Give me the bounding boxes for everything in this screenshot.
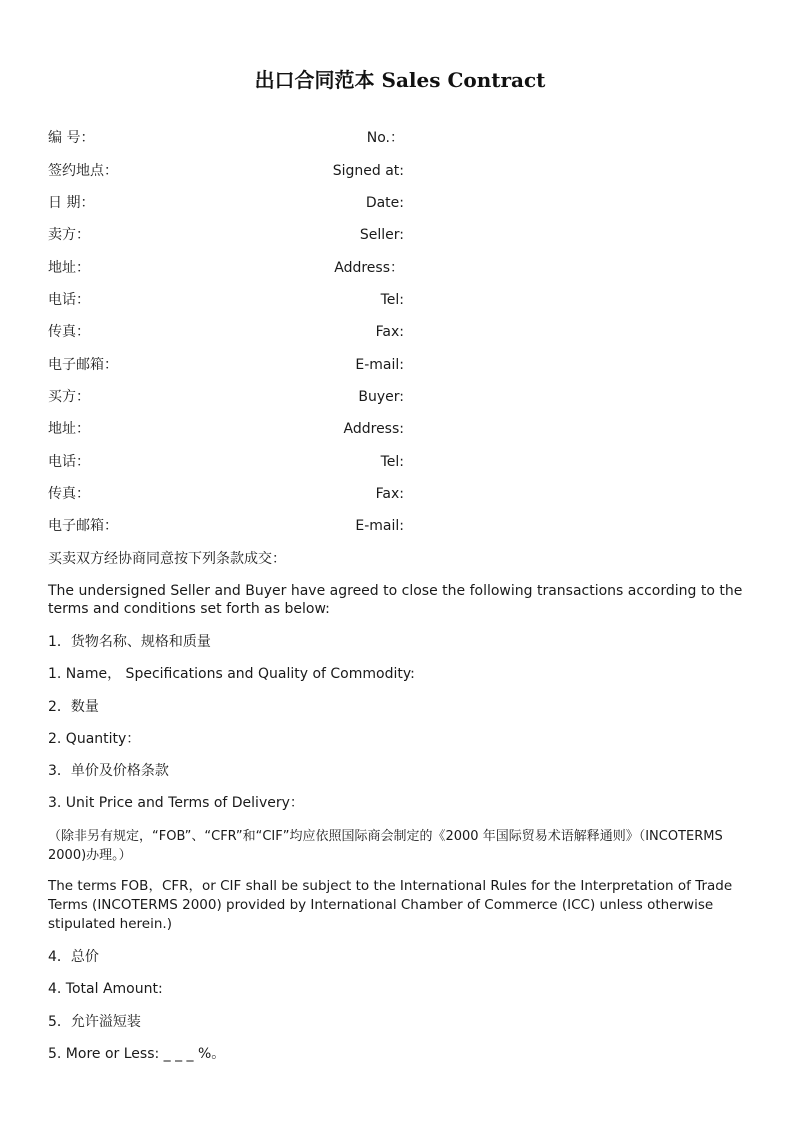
field-row-buyer-tel xyxy=(0,452,800,472)
field-label-en: Fax: xyxy=(375,324,404,340)
field-row-seller-tel xyxy=(0,290,800,310)
field-label-zh: 日 期： xyxy=(48,195,95,211)
clause-2-zh: 2．数量 xyxy=(48,699,99,715)
clause-3-en: 3. Unit Price and Terms of Delivery： xyxy=(48,795,304,811)
field-row-buyer-address xyxy=(0,419,800,439)
clause-3-note-en: The terms FOB，CFR，or CIF shall be subject to the International Rules for the Interpretation of Trade Terms (INCOTERMS 2000) provided by International Chamber of Commerce (ICC) unless otherwise stipulated herein.) xyxy=(48,878,733,932)
field-row-number xyxy=(0,128,800,148)
field-label-en: Tel: xyxy=(380,292,404,308)
clause-3-note-zh: （除非另有规定，“FOB”、“CFR”和“CIF”均应依照国际商会制定的《2000 年国际贸易术语解释通则》（INCOTERMS 2000)办理。） xyxy=(48,829,723,863)
field-label-zh: 电子邮箱： xyxy=(48,357,118,373)
field-label-zh: 传真： xyxy=(48,324,90,340)
field-row-seller-fax xyxy=(0,322,800,342)
intro-en: The undersigned Seller and Buyer have agreed to close the following transactions according to the terms and conditions set forth as below: xyxy=(48,583,743,617)
field-row-buyer-fax xyxy=(0,484,800,504)
field-label-en: E-mail: xyxy=(355,518,404,534)
clause-4-zh: 4．总价 xyxy=(48,949,99,965)
clause-5-zh: 5．允许溢短装 xyxy=(48,1014,141,1030)
clause-3-zh: 3．单价及价格条款 xyxy=(48,763,169,779)
field-label-en: Date: xyxy=(365,195,404,211)
field-row-seller xyxy=(0,225,800,245)
field-label-zh: 地址： xyxy=(48,260,90,276)
field-label-zh: 编 号： xyxy=(48,130,95,146)
clause-2-en: 2. Quantity： xyxy=(48,731,141,747)
field-label-en: Fax: xyxy=(375,486,404,502)
field-row-date xyxy=(0,193,800,213)
field-label-en: No.： xyxy=(366,130,404,146)
clause-5-en: 5. More or Less: _ _ _ %。 xyxy=(48,1046,226,1062)
clause-4-en: 4. Total Amount: xyxy=(48,981,163,997)
field-label-zh: 电话： xyxy=(48,292,90,308)
field-label-en: Signed at: xyxy=(332,163,404,179)
field-label-zh: 电话： xyxy=(48,454,90,470)
field-label-en: Seller: xyxy=(359,227,404,243)
clause-1-en: 1. Name， Specifications and Quality of Commodity: xyxy=(48,666,415,682)
document-title: 出口合同范本 Sales Contract xyxy=(254,68,546,92)
field-row-seller-email xyxy=(0,355,800,375)
field-row-buyer xyxy=(0,387,800,407)
field-label-en: Tel: xyxy=(380,454,404,470)
field-label-zh: 签约地点： xyxy=(48,163,118,179)
field-label-en: Address： xyxy=(334,260,404,276)
field-label-zh: 传真： xyxy=(48,486,90,502)
field-label-zh: 电子邮箱： xyxy=(48,518,118,534)
field-label-en: E-mail: xyxy=(355,357,404,373)
field-label-zh: 地址： xyxy=(48,421,90,437)
field-row-buyer-email xyxy=(0,516,800,536)
field-label-zh: 买方： xyxy=(48,389,90,405)
clause-1-zh: 1．货物名称、规格和质量 xyxy=(48,634,211,650)
field-row-seller-address xyxy=(0,258,800,278)
field-label-en: Address: xyxy=(343,421,404,437)
intro-zh: 买卖双方经协商同意按下列条款成交： xyxy=(48,551,286,567)
field-label-en: Buyer: xyxy=(358,389,404,405)
field-label-zh: 卖方： xyxy=(48,227,90,243)
field-row-signed-at xyxy=(0,161,800,181)
